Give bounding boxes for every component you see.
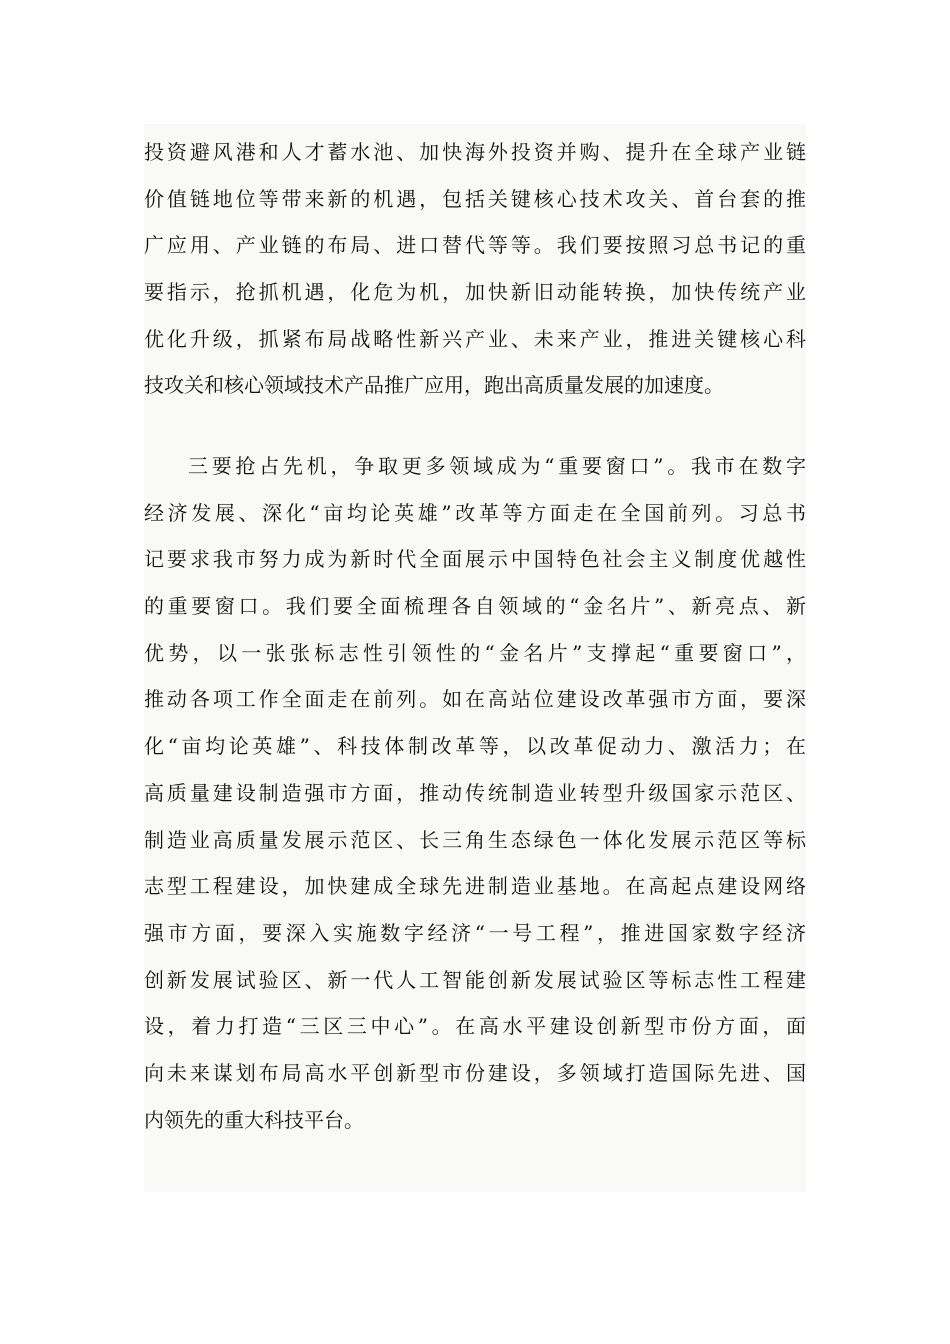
- text-line: 强市方面，要深入实施数字经济“一号工程”，推进国家数字经济: [144, 920, 806, 945]
- text-line: 的重要窗口。我们要全面梳理各自领域的“金名片”、新亮点、新: [144, 594, 806, 619]
- text-line: 化“亩均论英雄”、科技体制改革等，以改革促动力、激活力；在: [144, 734, 806, 759]
- text-line: 志型工程建设，加快建成全球先进制造业基地。在高起点建设网络: [144, 874, 806, 899]
- text-line: 制造业高质量发展示范区、长三角生态绿色一体化发展示范区等标: [144, 827, 806, 852]
- text-line: 推动各项工作全面走在前列。如在高站位建设改革强市方面，要深: [144, 687, 806, 712]
- text-line: 优势，以一张张标志性引领性的“金名片”支撑起“重要窗口”，: [144, 640, 806, 665]
- paragraph-1: [144, 129, 806, 409]
- text-line: 要指示，抢抓机遇，化危为机，加快新旧动能转换，加快传统产业: [144, 280, 806, 305]
- text-line: 技攻关和核心领域技术产品推广应用，跑出高质量发展的加速度。: [144, 373, 724, 398]
- text-line: 设，着力打造“三区三中心”。在高水平建设创新型市份方面，面: [144, 1014, 806, 1039]
- text-line: 三要抢占先机，争取更多领域成为“重要窗口”。我市在数字: [188, 454, 806, 478]
- text-line: 内领先的重大科技平台。: [144, 1107, 364, 1132]
- text-line: 记要求我市努力成为新时代全面展示中国特色社会主义制度优越性: [144, 547, 806, 572]
- text-line: 向未来谋划布局高水平创新型市份建设，多领域打造国际先进、国: [144, 1060, 806, 1085]
- text-line: 创新发展试验区、新一代人工智能创新发展试验区等标志性工程建: [144, 967, 806, 992]
- text-line: 高质量建设制造强市方面，推动传统制造业转型升级国家示范区、: [144, 780, 806, 805]
- text-line: 投资避风港和人才蓄水池、加快海外投资并购、提升在全球产业链: [144, 140, 806, 164]
- paragraph-2: [144, 443, 806, 1143]
- text-line: 经济发展、深化“亩均论英雄”改革等方面走在全国前列。习总书: [144, 500, 806, 525]
- text-line: 优化升级，抓紧布局战略性新兴产业、未来产业，推进关键核心科: [144, 326, 806, 351]
- text-line: 广应用、产业链的布局、进口替代等等。我们要按照习总书记的重: [144, 233, 806, 258]
- text-line: 价值链地位等带来新的机遇，包括关键核心技术攻关、首台套的推: [144, 186, 806, 211]
